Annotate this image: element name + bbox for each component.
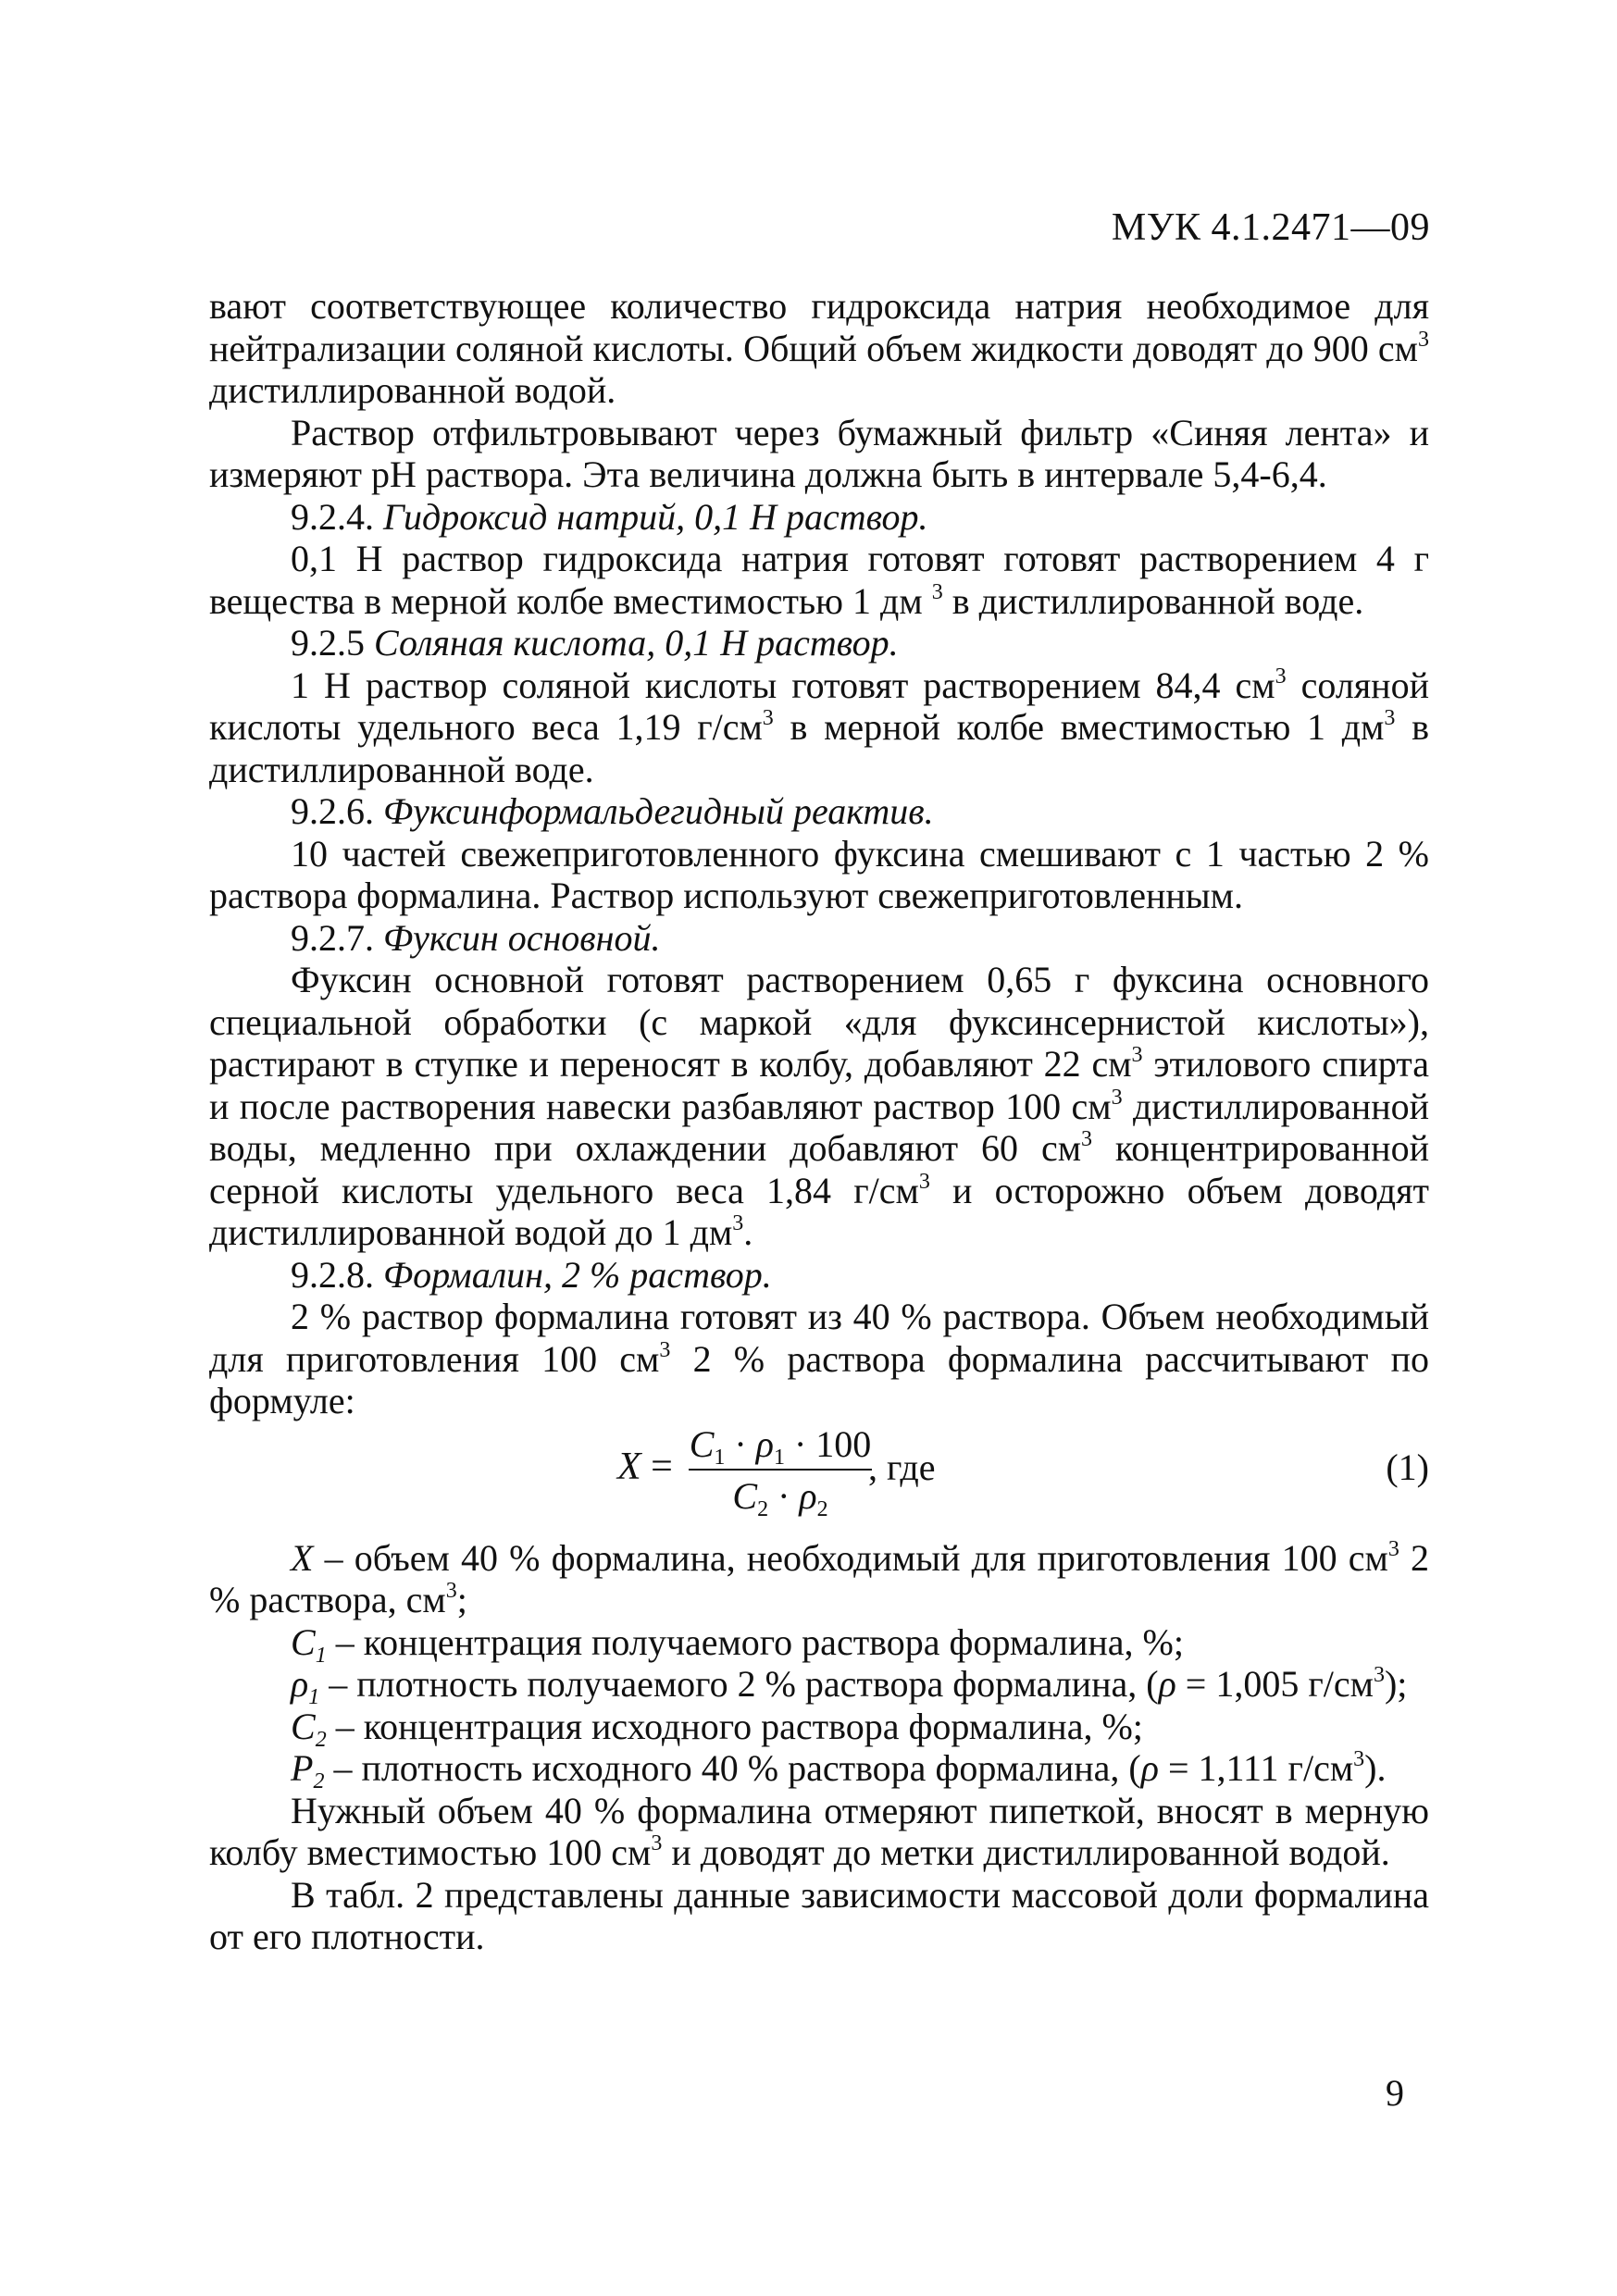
formula-number: (1) [1386,1446,1429,1488]
definition-c1: $C_1$ – концентрация получаемого раствора формалина, %; [291,1620,1184,1668]
section-heading-9-2-6: 9.2.6. Фуксинформальдегидный реактив. [291,790,934,832]
paragraph-basic-fuchsin: Фуксин основной готовят растворением 0,65 г фуксина основного специальной обработки (с маркой «для фуксинсернистой кислоты»), растирают в ступке и переносят в колбу, добавляют 22 $см^3$ этилового спирта и после растворения навески разбавляют раствор 100 $см^3$ дистиллированной воды, медленно при охлаждении добавляют 60 $см^3$ концентрированной серной кислоты удельного веса 1,84 $г/см^3$ и осторожно объем доводят дистиллированной водой до 1 $дм^3$. [209,959,1430,1253]
paragraph-formalin-preparation: 2 % раствор формалина готовят из 40 % раствора. Объем необходимый для приготовления 100 $см^3$ 2 % раствора формалина рассчитывают по формуле: [209,1296,1429,1421]
paragraph-hydrochloric-acid: 1 Н раствор соляной кислоты готовят растворением 84,4 $см^3$ соляной кислоты удельного веса 1,19 $г/см^3$ в мерной колбе вместимостью 1 $дм^3$ в дистиллированной воде. [209,664,1429,790]
definition-rho1: $\rho_1$ – плотность получаемого 2 % раствора формалина, (ρ = 1,005 $г/см^3$); [291,1663,1408,1709]
paragraph-fuchsin-reagent: 10 частей свежеприготовленного фуксина смешивают с 1 частью 2 % раствора формалина. Раствор используют свежеприготовленным. [209,832,1429,916]
formula-numerator: $C_1 \cdot \rho_1 \cdot 100$ [689,1422,872,1470]
formula-where: , где [868,1446,936,1488]
section-heading-9-2-5: 9.2.5 Соляная кислота, 0,1 Н раствор. [291,622,899,664]
body-text [209,285,1429,1958]
definition-x: X – объем 40 % формалина, необходимый для приготовления 100 $см^3$ 2 % раствора, $см^3$; [209,1536,1429,1620]
section-heading-9-2-8: 9.2.8. Формалин, 2 % раствор. [291,1253,772,1296]
definition-c2: $C_2$ – концентрация исходного раствора формалина, %; [291,1705,1143,1752]
formula-lhs: X = [617,1445,673,1488]
formula-1 [209,1424,1429,1528]
section-heading-9-2-4: 9.2.4. Гидроксид натрий, 0,1 Н раствор. [291,495,928,538]
page-number: 9 [1386,2072,1404,2114]
section-heading-9-2-7: 9.2.7. Фуксин основной. [291,916,661,959]
paragraph-filtering: Раствор отфильтровывают через бумажный фильтр «Синяя лента» и измеряют pH раствора. Эта величина должна быть в интервале 5,4-6,4. [209,411,1429,495]
paragraph-measuring: Нужный объем 40 % формалина отмеряют пипеткой, вносят в мерную колбу вместимостью 100 $см^3$ и доводят до метки дистиллированной водой. [209,1789,1429,1873]
formula-fraction [683,1422,877,1521]
paragraph-sodium-hydroxide: 0,1 Н раствор гидроксида натрия готовят готовят растворением 4 г вещества в мерной колбе вместимостью 1 дм $^3$ в дистиллированной воде. [209,538,1429,622]
definition-p2: $P_2$ – плотность исходного 40 % раствора формалина, (ρ = 1,111 $г/см^3$). [291,1747,1387,1793]
formula-denominator: $C_2 \cdot \rho_2$ [732,1474,828,1521]
paragraph-continuation: вают соответствующее количество гидроксида натрия необходимое для нейтрализации соляной кислоты. Общий объем жидкости доводят до 900 $см^3$ дистиллированной водой. [209,285,1429,411]
paragraph-table-reference: В табл. 2 представлены данные зависимости массовой доли формалина от его плотности. [209,1873,1429,1957]
document-code-header: МУК 4.1.2471—09 [1111,206,1430,249]
